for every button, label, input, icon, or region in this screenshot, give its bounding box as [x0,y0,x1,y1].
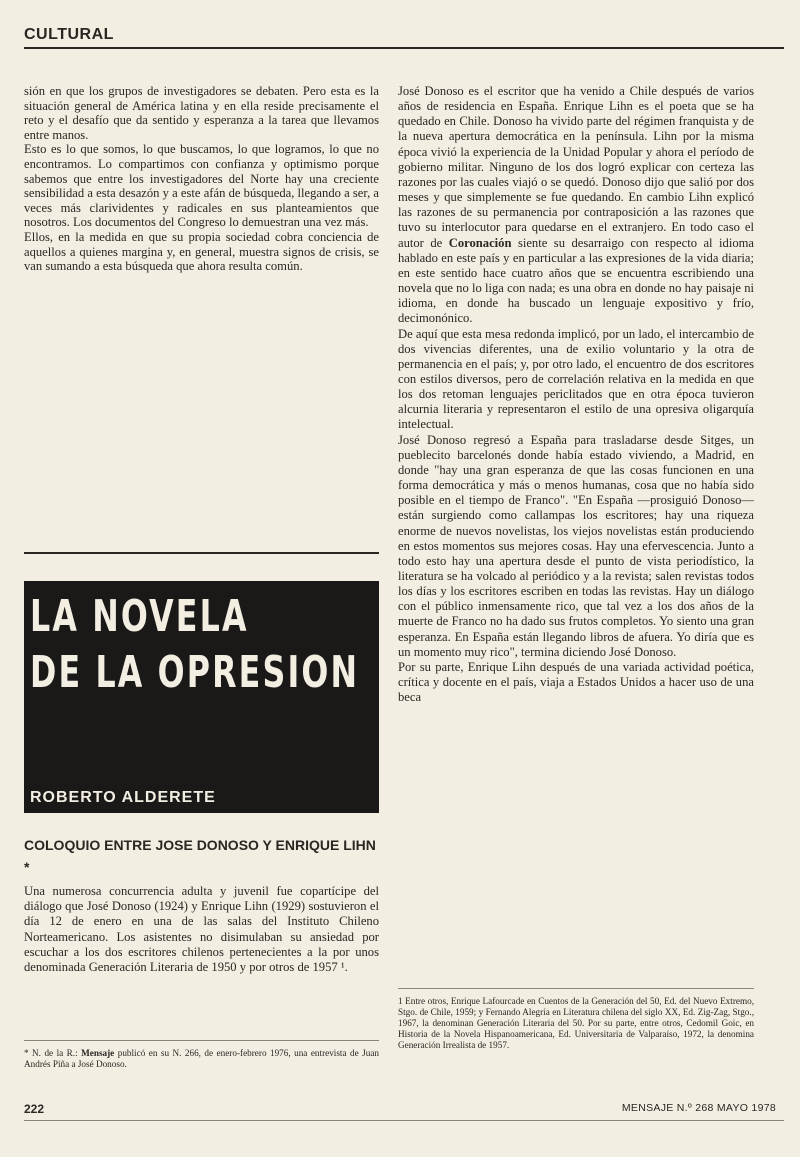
article-author: ROBERTO ALDERETE [30,789,216,806]
page-number: 222 [24,1102,45,1116]
right-paragraph-1-start: José Donoso es el escritor que ha venido a Chile después de varios años de residencia en España. Enrique Lihn es el poeta que se ha quedado en Chile. Donoso ha vivido parte del régimen franquista y de la nueva apertura democrática en la península. Lihn por la misma época vivió la experiencia de la Unidad Popular y ahora el período de gobierno militar. Ninguno de los dos logró explicar con certeza las razones por las cuales viajó o se quedó. Donoso dijo que salió por dos meses y que simplemente se fue quedando. En cambio Lihn explicó las razones de su permanencia por contraposición a las razones que tuvo su interlocutor para quedarse en el extranjero. En todo caso el autor de [398,84,754,250]
book-title-coronacion: Coronación [448,235,512,250]
right-paragraph-4: Por su parte, Enrique Lihn después de una variada actividad poética, crítica y docente en el país, viaja a Estados Unidos a hacer uso de una beca [398,659,754,705]
header-rule [24,47,784,49]
section-header: CULTURAL [24,26,114,43]
issue-info: MENSAJE N.º 268 MAYO 1978 [621,1102,776,1114]
left-paragraph-1: sión en que los grupos de investigadores se debaten. Pero esta es la situación general de América latina y en ella reside precisamente el reto y el desafío que da sentido y esperanza a la tarea que llevamos entre manos. [24,84,379,142]
footer-rule [24,1120,784,1121]
footnote-editor [24,1048,379,1070]
left-column [24,84,379,274]
footnote-1-text: 1 Entre otros, Enrique Lafourcade en Cuentos de la Generación del 50, Ed. del Nuevo Extremo, Stgo. de Chile, 1959; y Fernando Alegría en Literatura chilena del siglo XX, Ed. Zig-Zag, Stgo., 1967, la denominan Generación Literaria del 50. Por su parte, entre otros, Cedomil Goic, en Historia de la Novela Hispanoamericana, Ed. Universitaria de Valparaíso, 1972, la denomina Generación Irrealista de 1957. [398,996,754,1050]
footnote-rule-right [398,988,754,989]
right-paragraph-2: De aquí que esta mesa redonda implicó, por un lado, el intercambio de dos vivencias diferentes, una de exilio voluntario y la otra de permanencia en el país; y, por otro lado, el encuentro de dos escritores con estilos diversos, pero de correlación relativa en la medida en que los dos retoman lenguajes periclitados que en otra época tuvieron alcurnia literaria y representaron el estilo de una opresiva oligarquía intelectual. [398,326,754,432]
right-column [398,84,754,705]
footnote-1 [398,996,754,1051]
article-intro: Una numerosa concurrencia adulta y juvenil fue copartícipe del diálogo que José Donoso (1924) y Enrique Lihn (1929) sostuvieron el día 12 de enero en una de las salas del Instituto Chileno Norteamericano. Los asistentes no disimulaban su ansiedad por escuchar a los dos escritores chilenos pertenecientes a la por unos denominada Generación Literaria de 1950 y por otros de 1957 ¹. [24,884,379,975]
article-subtitle: COLOQUIO ENTRE JOSE DONOSO Y ENRIQUE LIHN * [24,837,376,875]
left-paragraph-3: Ellos, en la medida en que su propia sociedad cobra conciencia de aquellos a quienes margina y, en general, muestra signos de crisis, se van sumando a esta búsqueda que ahora resulta común. [24,229,379,274]
right-paragraph-3: José Donoso regresó a España para trasladarse desde Sitges, un pueblecito barcelonés donde había estado viviendo, a Madrid, en donde "hay una gran esperanza de que las cosas funcionen en una forma democrática y más o menos humanas, cosa que no había sido posible en el tiempo de Franco". "En España —prosiguió Donoso— están surgiendo como callampas los escritores; hay una riqueza enorme de nuevos novelistas, los viejos novelistas están produciendo en estos momentos sus mejores cosas. Hay una efervescencia. Junto a todo esto hay una apertura desde el punto de vista periodístico, la literatura se ha volcado al periódico y a la revista; salen revistas todos los días y los escritores escriben en todas las revistas. Hay un diálogo con el público inmensamente rico, que tal vez a los dos años de la muerte de Franco no ha dado sus frutos completos. Yo siento una gran esperanza. En España están llegando libros de afuera. Yo diría que es un momento muy rico", termina diciendo José Donoso. [398,432,754,659]
footnote-editor-label: * N. de la R.: [24,1048,82,1058]
right-paragraph-1 [398,84,754,327]
footnote-rule-left [24,1040,379,1041]
article-title-block [24,581,379,813]
footnote-editor-text: publicó en su N. 266, de enero-febrero 1976, una entrevista de Juan Andrés Piña a José Donoso. [24,1048,379,1069]
right-paragraph-1-end: siente su desarraigo con respecto al idioma hablado en este país y en particular a las expresiones de la vida diaria; en este sentido hace cuatro años que se encuentra escribiendo una novela que no lo liga con nada; es una obra en donde no hay paisaje ni idioma, en donde ha buscado un lenguaje expositivo y frío, decimonónico. [398,235,755,326]
article-title-line-2: DE LA OPRESION [30,647,360,698]
left-paragraph-2: Esto es lo que somos, lo que buscamos, lo que logramos, lo que no encontramos. Lo compartimos con confianza y optimismo porque sabemos que entre los investigadores del Norte hay una creciente sensibilidad a esta desazón y a este afán de búsqueda, llegando a ser, a veces más clarividentes y radicales en sus planteamientos que nosotros. Los documentos del Congreso lo demuestran una vez más. [24,142,379,230]
article-divider [24,552,379,554]
footnote-editor-journal: Mensaje [81,1048,115,1058]
article-title-line-1: LA NOVELA [30,591,249,642]
